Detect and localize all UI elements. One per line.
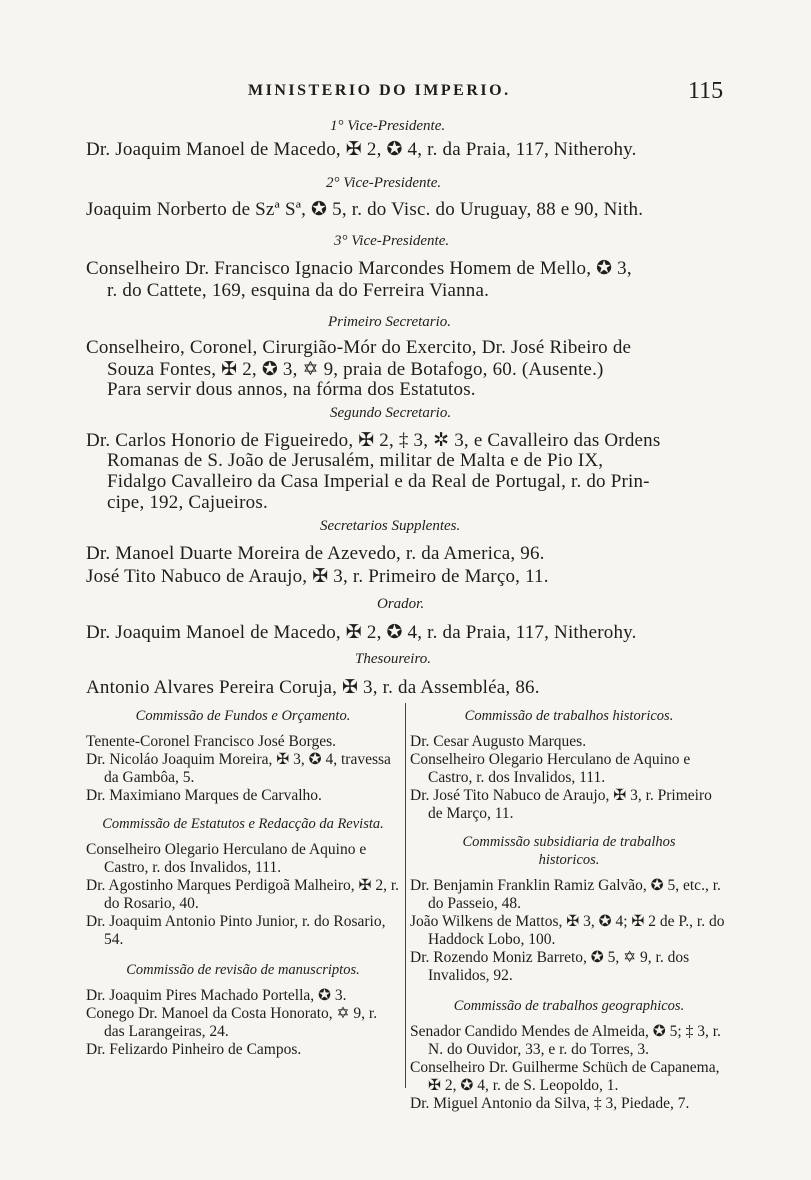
sec1-line3: Para servir dous annos, na fórma dos Estatutos. (107, 379, 476, 400)
sec2-line1: Dr. Carlos Honorio de Figueiredo, ✠ 2, ‡ 3, ✲ 3, e Cavalleiro das Ordens (86, 430, 661, 451)
geograficos-item: Conselheiro Dr. Guilherme Schüch de Capanema, ✠ 2, ✪ 4, r. de S. Leopoldo, 1. (410, 1059, 720, 1094)
orador-entry: Dr. Joaquim Manoel de Macedo, ✠ 2, ✪ 4, r. da Praia, 117, Nitherohy. (86, 622, 637, 643)
sec1-line2: Souza Fontes, ✠ 2, ✪ 3, ✡ 9, praia de Botafogo, 60. (Ausente.) (107, 359, 604, 380)
orador-heading: Orador. (377, 596, 425, 612)
geograficos-heading: Commissão de trabalhos geographicos. (453, 998, 685, 1014)
geograficos-item: Dr. Miguel Antonio da Silva, ‡ 3, Piedade, 7. (410, 1095, 690, 1112)
vice1-heading: 1° Vice-Presidente. (330, 118, 446, 134)
manuscritos-item: Conego Dr. Manoel da Costa Honorato, ✡ 9, r. das Larangeiras, 24. (86, 1005, 378, 1040)
vice2-heading: 2° Vice-Presidente. (326, 175, 442, 191)
fundos-item: Tenente-Coronel Francisco José Borges. (86, 733, 337, 750)
right-column (410, 707, 728, 1113)
historicos-heading: Commissão de trabalhos historicos. (464, 708, 674, 724)
subsidiaria-item: João Wilkens de Mattos, ✠ 3, ✪ 4; ✠ 2 de P., r. do Haddock Lobo, 100. (410, 913, 725, 948)
vice1-entry: Dr. Joaquim Manoel de Macedo, ✠ 2, ✪ 4, r. da Praia, 117, Nitherohy. (86, 139, 637, 160)
sec2-heading: Segundo Secretario. (330, 405, 452, 421)
suplentes-line1: Dr. Manoel Duarte Moreira de Azevedo, r. da America, 96. (86, 543, 545, 564)
vice3-line1: Conselheiro Dr. Francisco Ignacio Marcondes Homem de Mello, ✪ 3, (86, 258, 632, 279)
vice3-heading: 3° Vice-Presidente. (334, 233, 450, 249)
left-column (86, 707, 400, 1059)
column-divider (405, 703, 406, 1088)
manuscritos-heading: Commissão de revisão de manuscriptos. (126, 962, 360, 978)
subsidiaria-heading: Commissão subsidiaria de trabalhos historicos. (462, 834, 676, 868)
sec2-line2: Romanas de S. João de Jerusalém, militar de Malta e de Pio IX, (107, 450, 604, 471)
estatutos-item: Conselheiro Olegario Herculano de Aquino e Castro, r. dos Invalidos, 111. (86, 841, 367, 876)
tesoureiro-heading: Thesoureiro. (355, 651, 431, 667)
tesoureiro-entry: Antonio Alvares Pereira Coruja, ✠ 3, r. da Assembléa, 86. (86, 677, 540, 698)
vice3-line2: r. do Cattete, 169, esquina da do Ferreira Vianna. (107, 280, 490, 301)
historicos-item: Dr. José Tito Nabuco de Araujo, ✠ 3, r. Primeiro de Março, 11. (410, 787, 712, 822)
historicos-item: Conselheiro Olegario Herculano de Aquino e Castro, r. dos Invalidos, 111. (410, 751, 691, 786)
sec1-line1: Conselheiro, Coronel, Cirurgião-Mór do Exercito, Dr. José Ribeiro de (86, 337, 632, 358)
historicos-item: Dr. Cesar Augusto Marques. (410, 733, 587, 750)
geograficos-item: Senador Candido Mendes de Almeida, ✪ 5; ‡ 3, r. N. do Ouvidor, 33, e r. do Torres, 3. (410, 1023, 721, 1058)
page-header: MINISTERIO DO IMPERIO. (248, 82, 511, 99)
vice2-entry: Joaquim Norberto de Szª Sª, ✪ 5, r. do Visc. do Uruguay, 88 e 90, Nith. (86, 199, 644, 220)
sec2-line3: Fidalgo Cavalleiro da Casa Imperial e da Real de Portugal, r. do Prin- (107, 471, 650, 492)
estatutos-item: Dr. Agostinho Marques Perdigoã Malheiro, ✠ 2, r. do Rosario, 40. (86, 877, 400, 912)
fundos-item: Dr. Maximiano Marques de Carvalho. (86, 787, 322, 804)
sec1-heading: Primeiro Secretario. (328, 314, 452, 330)
page-number: 115 (688, 78, 724, 104)
subsidiaria-item: Dr. Benjamin Franklin Ramiz Galvão, ✪ 5, etc., r. do Passeio, 48. (410, 877, 721, 912)
fundos-heading: Commissão de Fundos e Orçamento. (135, 708, 351, 724)
fundos-item: Dr. Nicoláo Joaquim Moreira, ✠ 3, ✪ 4, travessa da Gambôa, 5. (86, 751, 391, 786)
estatutos-item: Dr. Joaquim Antonio Pinto Junior, r. do Rosario, 54. (86, 913, 386, 948)
estatutos-heading: Commissão de Estatutos e Redacção da Revista. (102, 816, 384, 832)
subsidiaria-item: Dr. Rozendo Moniz Barreto, ✪ 5, ✡ 9, r. dos Invalidos, 92. (410, 949, 690, 984)
manuscritos-item: Dr. Felizardo Pinheiro de Campos. (86, 1041, 302, 1058)
suplentes-line2: José Tito Nabuco de Araujo, ✠ 3, r. Primeiro de Março, 11. (86, 566, 549, 587)
sec2-line4: cipe, 192, Cajueiros. (107, 492, 268, 513)
manuscritos-item: Dr. Joaquim Pires Machado Portella, ✪ 3. (86, 987, 347, 1004)
suplentes-heading: Secretarios Supplentes. (320, 518, 461, 534)
